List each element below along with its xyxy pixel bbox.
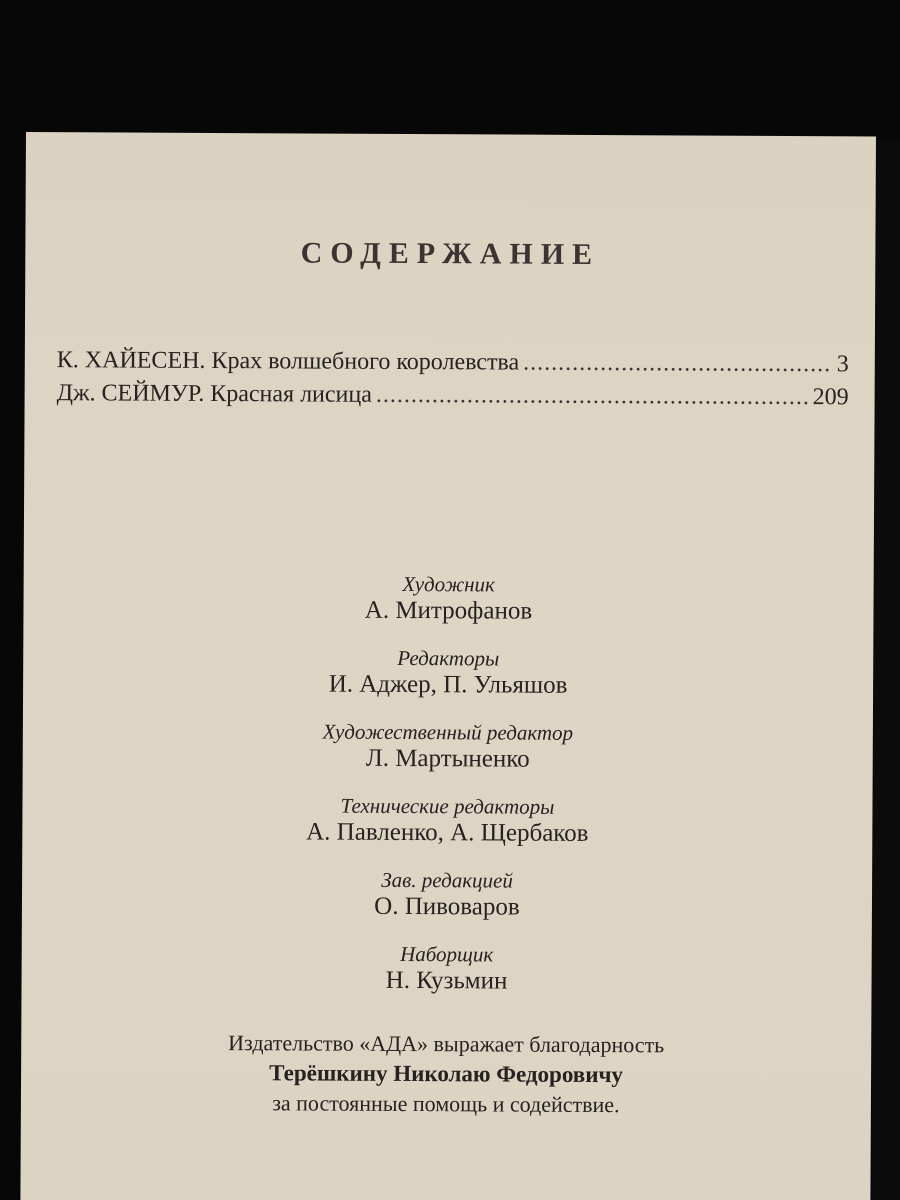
credit-name: Л. Мартыненко [365,744,530,773]
credit-role: Наборщик [400,941,494,967]
toc-entry-title: Дж. СЕЙМУР. Красная лисица [56,380,372,408]
toc-leader-dots [376,382,809,411]
acknowledgement [21,1027,871,1121]
credit-role: Художественный редактор [322,719,574,745]
acknowledgement-line: за постоянные помощь и содействие. [272,1090,620,1118]
toc-entry [57,380,849,417]
credit-role: Технические редакторы [340,793,555,819]
contents-heading: СОДЕРЖАНИЕ [300,236,601,272]
credit-name: А. Павленко, А. Щербаков [306,818,589,847]
toc-leader-dots [523,350,833,379]
credit-role: Художник [402,571,495,597]
credit-role: Зав. редакцией [381,867,513,893]
toc-entry-page: 209 [812,384,849,411]
credit-name: О. Пивоваров [374,892,520,921]
acknowledgement-recipient: Терёшкину Николаю Федоровичу [269,1060,624,1088]
acknowledgement-line: Издательство «АДА» выражает благодарность [228,1030,665,1058]
credit-role: Редакторы [397,645,500,671]
table-of-contents [57,347,849,417]
credit-name: И. Аджер, П. Ульяшов [328,670,568,699]
book-page [20,132,876,1200]
toc-entry-page: 3 [836,351,849,378]
toc-entry [57,347,849,384]
credits-block [21,570,873,1018]
credit-name: Н. Кузьмин [385,966,508,995]
book-spine [872,140,900,1200]
toc-entry-title: К. ХАЙЕСЕН. Крах волшебного королевства [56,347,520,376]
credit-name: А. Митрофанов [364,596,533,625]
